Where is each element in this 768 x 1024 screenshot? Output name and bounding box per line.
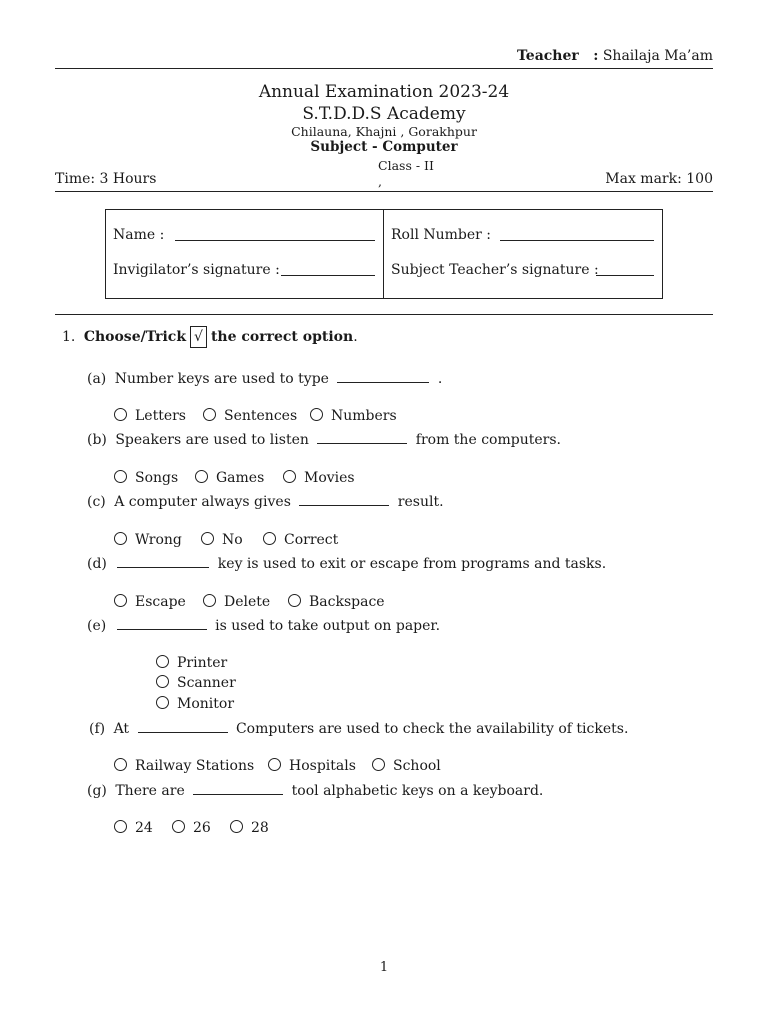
item-text-after: result. bbox=[397, 494, 444, 510]
item-label: (a) bbox=[87, 371, 107, 387]
item-label: (d) bbox=[87, 556, 107, 572]
radio-button[interactable] bbox=[114, 470, 127, 483]
option-numbers[interactable]: Numbers bbox=[310, 408, 397, 424]
subject-title: Subject - Computer bbox=[310, 139, 458, 155]
question-1-heading bbox=[62, 326, 358, 348]
radio-button[interactable] bbox=[114, 408, 127, 421]
class-comma: , bbox=[378, 174, 382, 189]
option-school[interactable]: School bbox=[372, 758, 441, 774]
option-scanner[interactable]: Scanner bbox=[156, 675, 236, 691]
option-printer[interactable]: Printer bbox=[156, 655, 227, 671]
radio-button[interactable] bbox=[156, 655, 169, 668]
radio-button[interactable] bbox=[195, 470, 208, 483]
item-text-after: key is used to exit or escape from programs and tasks. bbox=[217, 556, 607, 572]
teacher-line bbox=[517, 48, 713, 64]
radio-button[interactable] bbox=[268, 758, 281, 771]
item-text-before: At bbox=[113, 721, 130, 737]
answer-blank[interactable] bbox=[299, 493, 389, 506]
student-info-divider bbox=[383, 209, 384, 298]
radio-button[interactable] bbox=[201, 532, 214, 545]
exam-title: Annual Examination 2023-24 bbox=[258, 82, 510, 102]
form-rule bbox=[55, 314, 713, 315]
answer-blank[interactable] bbox=[337, 370, 429, 383]
item-text-after: Computers are used to check the availability of tickets. bbox=[235, 721, 629, 737]
item-label: (g) bbox=[87, 783, 107, 799]
subject-teacher-signature-field[interactable] bbox=[596, 275, 654, 276]
option-escape[interactable]: Escape bbox=[114, 594, 186, 610]
item-label: (c) bbox=[87, 494, 106, 510]
question-item-g bbox=[87, 782, 543, 799]
school-address: Chilauna, Khajni , Gorakhpur bbox=[291, 124, 477, 139]
item-label: (e) bbox=[87, 618, 107, 634]
option-24[interactable]: 24 bbox=[114, 820, 153, 836]
radio-button[interactable] bbox=[172, 820, 185, 833]
question-item-d bbox=[87, 555, 606, 572]
question-item-e bbox=[87, 617, 440, 634]
invigilator-signature-label: Invigilator’s signature : bbox=[113, 262, 280, 278]
roll-number-field[interactable] bbox=[500, 240, 654, 241]
question-item-f bbox=[89, 720, 628, 737]
teacher-label: Teacher bbox=[516, 48, 579, 64]
answer-blank[interactable] bbox=[117, 555, 209, 568]
item-text-after: tool alphabetic keys on a keyboard. bbox=[291, 783, 544, 799]
school-name: S.T.D.D.S Academy bbox=[302, 104, 466, 124]
question-item-b bbox=[87, 431, 561, 448]
option-backspace[interactable]: Backspace bbox=[288, 594, 385, 610]
radio-button[interactable] bbox=[372, 758, 385, 771]
radio-button[interactable] bbox=[114, 758, 127, 771]
radio-button[interactable] bbox=[156, 696, 169, 709]
name-label: Name : bbox=[113, 227, 165, 243]
option-songs[interactable]: Songs bbox=[114, 470, 178, 486]
header-rule bbox=[55, 68, 713, 69]
max-mark-label: Max mark: 100 bbox=[605, 171, 713, 187]
option-movies[interactable]: Movies bbox=[283, 470, 355, 486]
option-sentences[interactable]: Sentences bbox=[203, 408, 297, 424]
item-text-before: Speakers are used to listen bbox=[115, 432, 309, 448]
item-label: (b) bbox=[87, 432, 107, 448]
question-item-c bbox=[87, 493, 444, 510]
option-28[interactable]: 28 bbox=[230, 820, 269, 836]
item-label: (f) bbox=[89, 721, 106, 737]
question-prefix: Choose/Trick bbox=[83, 329, 187, 345]
answer-blank[interactable] bbox=[117, 617, 207, 630]
item-text-after: . bbox=[437, 371, 443, 387]
option-letters[interactable]: Letters bbox=[114, 408, 186, 424]
question-item-a bbox=[87, 370, 442, 387]
option-no[interactable]: No bbox=[201, 532, 243, 548]
teacher-name: Shailaja Ma’am bbox=[602, 48, 713, 64]
radio-button[interactable] bbox=[114, 820, 127, 833]
option-railway-stations[interactable]: Railway Stations bbox=[114, 758, 254, 774]
roll-number-label: Roll Number : bbox=[391, 227, 492, 243]
radio-button[interactable] bbox=[203, 408, 216, 421]
option-26[interactable]: 26 bbox=[172, 820, 211, 836]
radio-button[interactable] bbox=[310, 408, 323, 421]
option-games[interactable]: Games bbox=[195, 470, 264, 486]
item-text-before: A computer always gives bbox=[114, 494, 291, 510]
option-delete[interactable]: Delete bbox=[203, 594, 270, 610]
student-info-box bbox=[105, 209, 663, 299]
answer-blank[interactable] bbox=[193, 782, 283, 795]
item-text-after: from the computers. bbox=[415, 432, 561, 448]
radio-button[interactable] bbox=[263, 532, 276, 545]
question-suffix: the correct option bbox=[210, 329, 354, 345]
answer-blank[interactable] bbox=[138, 720, 228, 733]
subject-teacher-signature-label: Subject Teacher’s signature : bbox=[391, 262, 599, 278]
time-label: Time: 3 Hours bbox=[55, 171, 157, 187]
answer-blank[interactable] bbox=[317, 431, 407, 444]
class-title: Class - II bbox=[378, 158, 434, 173]
invigilator-signature-field[interactable] bbox=[281, 275, 375, 276]
radio-button[interactable] bbox=[114, 594, 127, 607]
question-number: 1. bbox=[62, 329, 76, 345]
option-hospitals[interactable]: Hospitals bbox=[268, 758, 356, 774]
radio-button[interactable] bbox=[230, 820, 243, 833]
radio-button[interactable] bbox=[283, 470, 296, 483]
item-text-before: Number keys are used to type bbox=[114, 371, 329, 387]
item-text-before: There are bbox=[115, 783, 185, 799]
name-field[interactable] bbox=[175, 240, 375, 241]
page-number: 1 bbox=[379, 960, 389, 975]
radio-button[interactable] bbox=[114, 532, 127, 545]
question-period: . bbox=[353, 329, 358, 345]
tick-mark-box: √ bbox=[190, 326, 207, 348]
radio-button[interactable] bbox=[288, 594, 301, 607]
item-text-after: is used to take output on paper. bbox=[215, 618, 441, 634]
title-rule bbox=[55, 191, 713, 192]
option-correct[interactable]: Correct bbox=[263, 532, 338, 548]
option-wrong[interactable]: Wrong bbox=[114, 532, 182, 548]
option-monitor[interactable]: Monitor bbox=[156, 696, 234, 712]
teacher-separator: : bbox=[593, 48, 599, 64]
radio-button[interactable] bbox=[156, 675, 169, 688]
radio-button[interactable] bbox=[203, 594, 216, 607]
